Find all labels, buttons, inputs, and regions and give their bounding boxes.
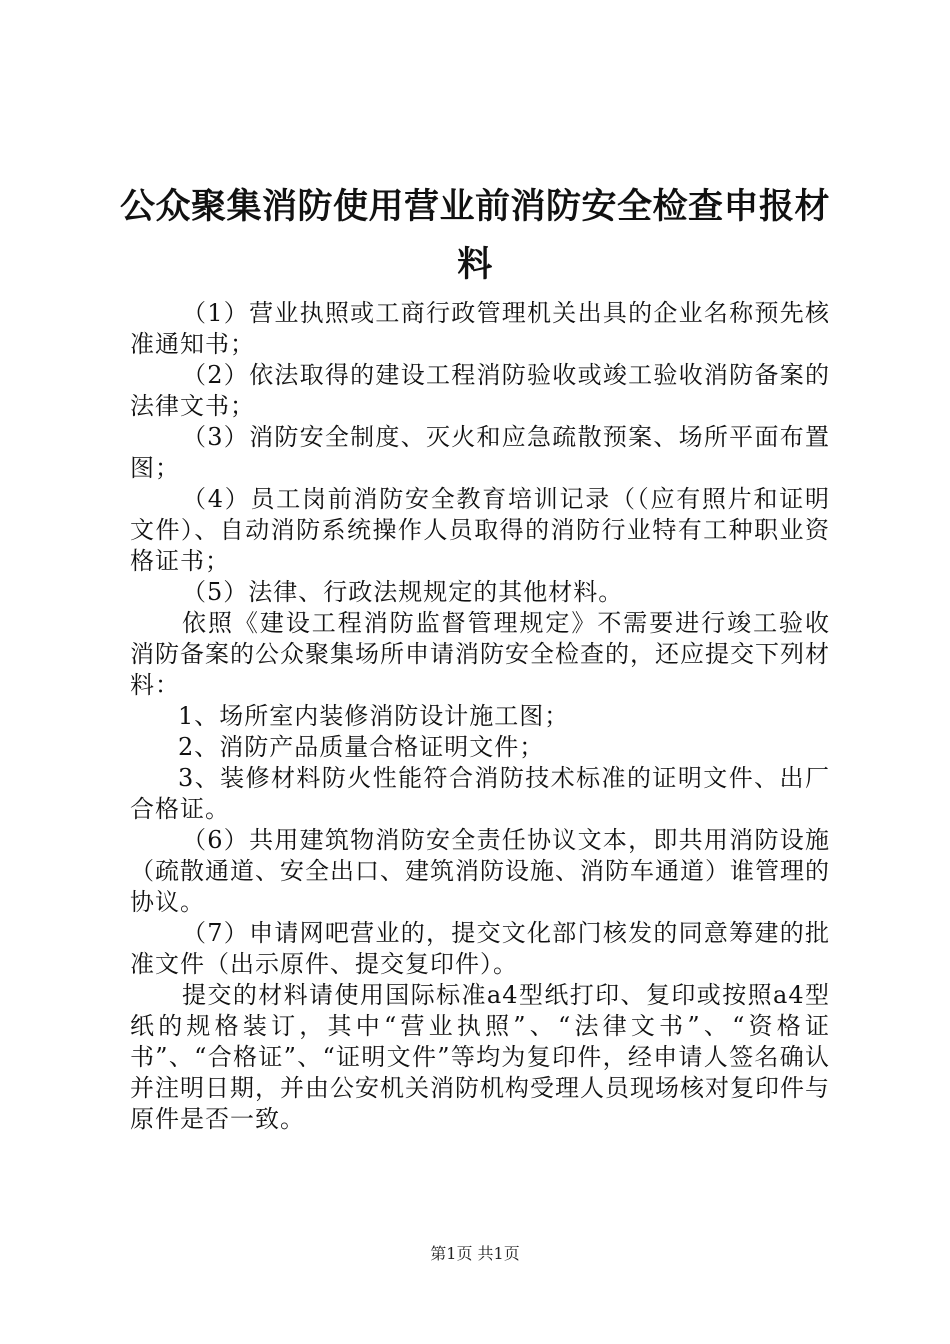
sub-item-2: 2、消防产品质量合格证明文件；: [178, 733, 545, 761]
paragraph-item-7: （7）申请网吧营业的，提交文化部门核发的同意筹建的批准文件（出示原件、提交复印件）。: [130, 919, 830, 978]
paragraph-item-6: （6）共用建筑物消防安全责任协议文本，即共用消防设施（疏散通道、安全出口、建筑消防设施、消防车通道）谁管理的协议。: [130, 826, 830, 916]
document-title: 公众聚集消防使用营业前消防安全检查申报材料: [120, 186, 831, 285]
paragraph-item-5: （5）法律、行政法规规定的其他材料。: [182, 578, 624, 606]
paragraph-item-4: （4）员工岗前消防安全教育培训记录（（应有照片和证明文件）、自动消防系统操作人员取得的消防行业特有工种职业资格证书；: [130, 485, 830, 575]
paragraph-submission-note: 提交的材料请使用国际标准a4型纸打印、复印或按照a4型纸的规格装订，其中“营业执照”、“法律文书”、“资格证书”、“合格证”、“证明文件”等均为复印件，经申请人签名确认并注明日期，并由公安机关消防机构受理人员现场核对复印件与原件是否一致。: [130, 981, 830, 1133]
paragraph-item-2: （2）依法取得的建设工程消防验收或竣工验收消防备案的法律文书；: [130, 361, 830, 420]
sub-item-1: 1、场所室内装修消防设计施工图；: [178, 702, 570, 730]
paragraph-item-3: （3）消防安全制度、灭火和应急疏散预案、场所平面布置图；: [130, 423, 830, 482]
sub-item-3: 3、装修材料防火性能符合消防技术标准的证明文件、出厂合格证。: [130, 764, 830, 823]
paragraph-item-1: （1）营业执照或工商行政管理机关出具的企业名称预先核准通知书；: [130, 299, 830, 358]
paragraph-extra-requirements: 依照《建设工程消防监督管理规定》不需要进行竣工验收消防备案的公众聚集场所申请消防安全检查的，还应提交下列材料：: [130, 609, 830, 699]
document-body: [130, 298, 830, 1135]
page-footer: 第1页 共1页: [430, 1244, 520, 1263]
